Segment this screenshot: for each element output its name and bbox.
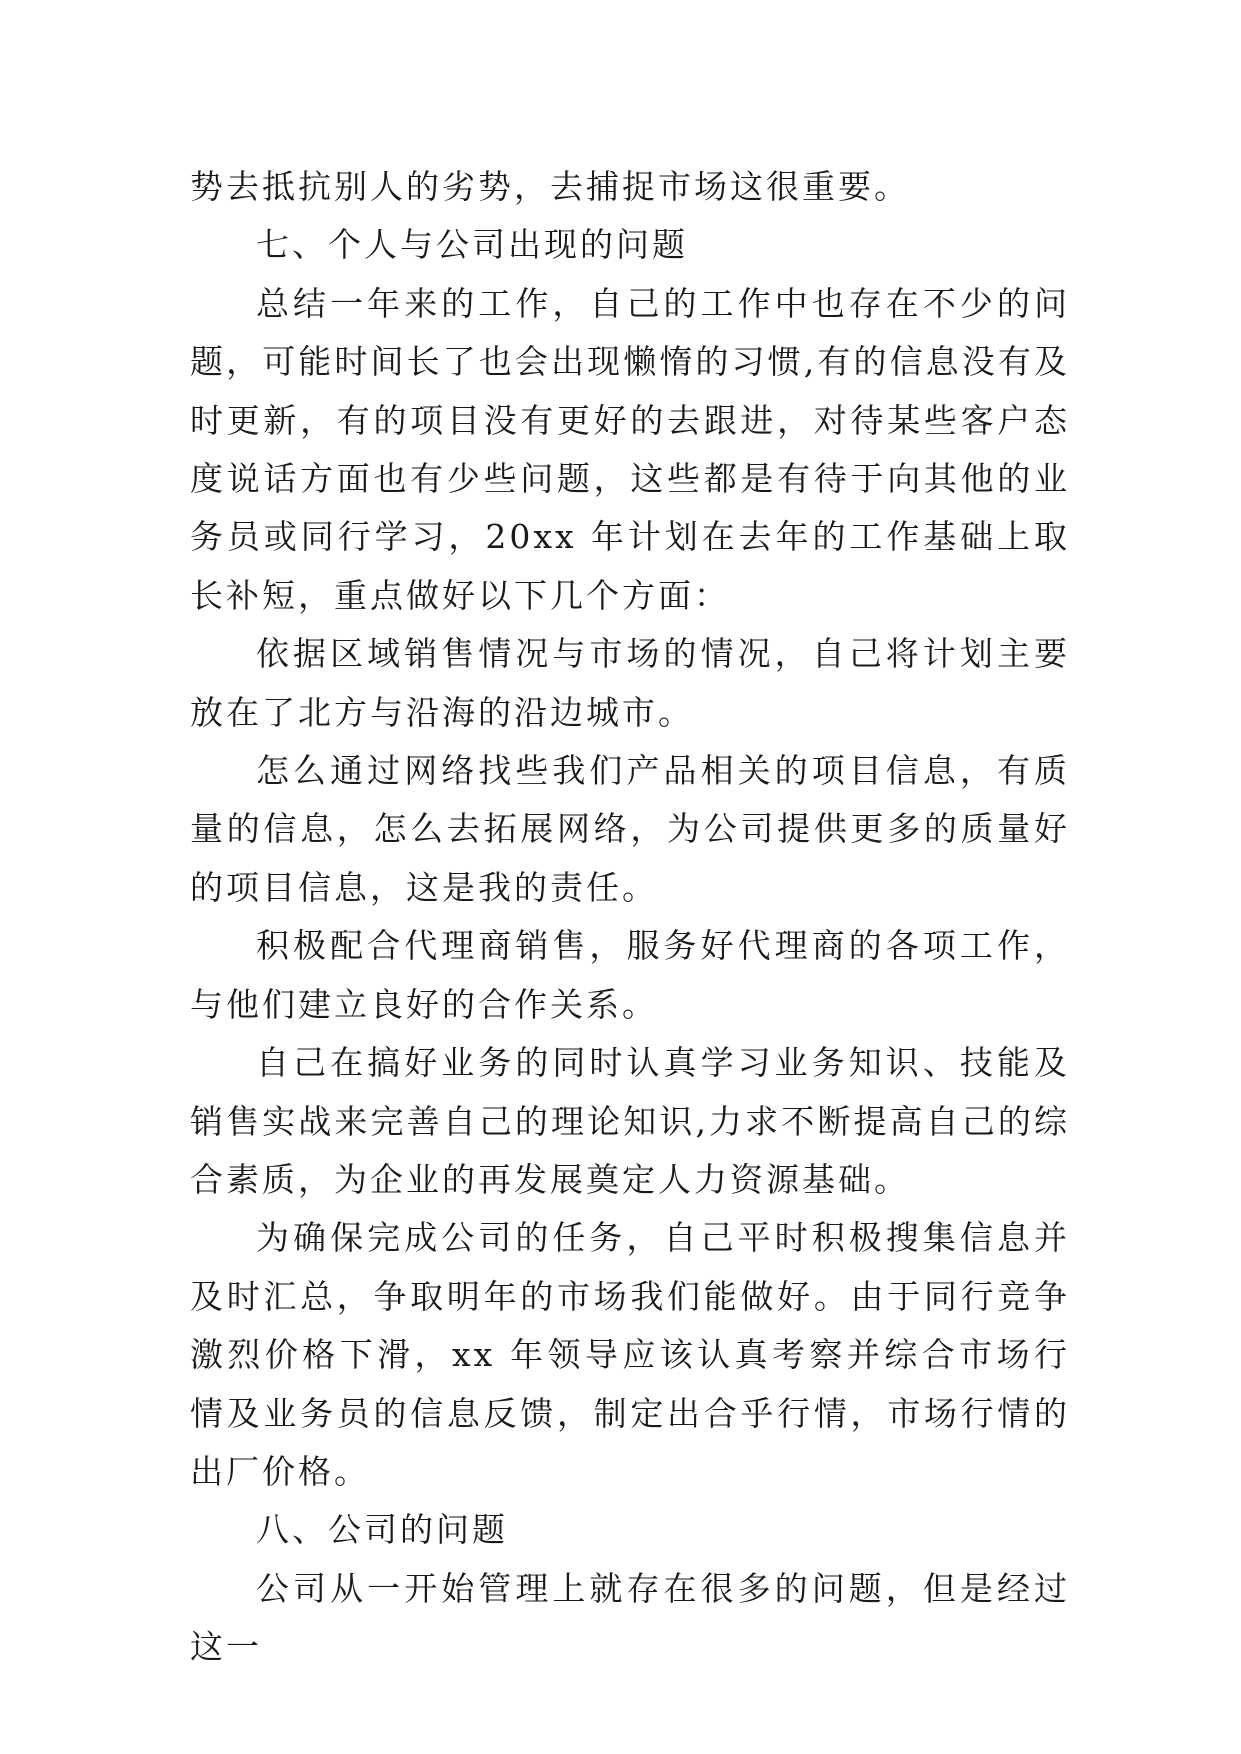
paragraph-network-info: 怎么通过网络找些我们产品相关的项目信息，有质量的信息，怎么去拓展网络，为公司提供更多的质量好的项目信息，这是我的责任。: [190, 751, 1070, 907]
paragraph-agents: 积极配合代理商销售，服务好代理商的各项工作，与他们建立良好的合作关系。: [190, 926, 1070, 1024]
paragraph-company-issues: 公司从一开始管理上就存在很多的问题，但是经过这一: [190, 1568, 1070, 1667]
paragraph-tasks-pricing: 为确保完成公司的任务，自己平时积极搜集信息并及时汇总，争取明年的市场我们能做好。由于同行竞争激烈价格下滑，xx 年领导应该认真考察并综合市场行情及业务员的信息反馈，制定出合乎行情，市场行情的出厂价格。: [190, 1218, 1070, 1491]
document-body: [190, 158, 1070, 1677]
section-heading-8: 八、公司的问题: [256, 1510, 508, 1550]
paragraph-continuation: 势去抵抗别人的劣势，去捕捉市场这很重要。: [190, 167, 910, 206]
paragraph-self-study: 自己在搞好业务的同时认真学习业务知识、技能及销售实战来完善自己的理论知识,力求不断提高自己的综合素质，为企业的再发展奠定人力资源基础。: [190, 1043, 1070, 1199]
paragraph-summary: 总结一年来的工作，自己的工作中也存在不少的问题，可能时间长了也会出现懒惰的习惯,有的信息没有及时更新，有的项目没有更好的去跟进，对待某些客户态度说话方面也有少些问题，这些都是有待于向其他的业务员或同行学习，20xx 年计划在去年的工作基础上取长补短，重点做好以下几个方面：: [190, 283, 1070, 615]
section-heading-7: 七、个人与公司出现的问题: [256, 225, 688, 265]
paragraph-region-plan: 依据区域销售情况与市场的情况，自己将计划主要放在了北方与沿海的沿边城市。: [190, 634, 1070, 732]
